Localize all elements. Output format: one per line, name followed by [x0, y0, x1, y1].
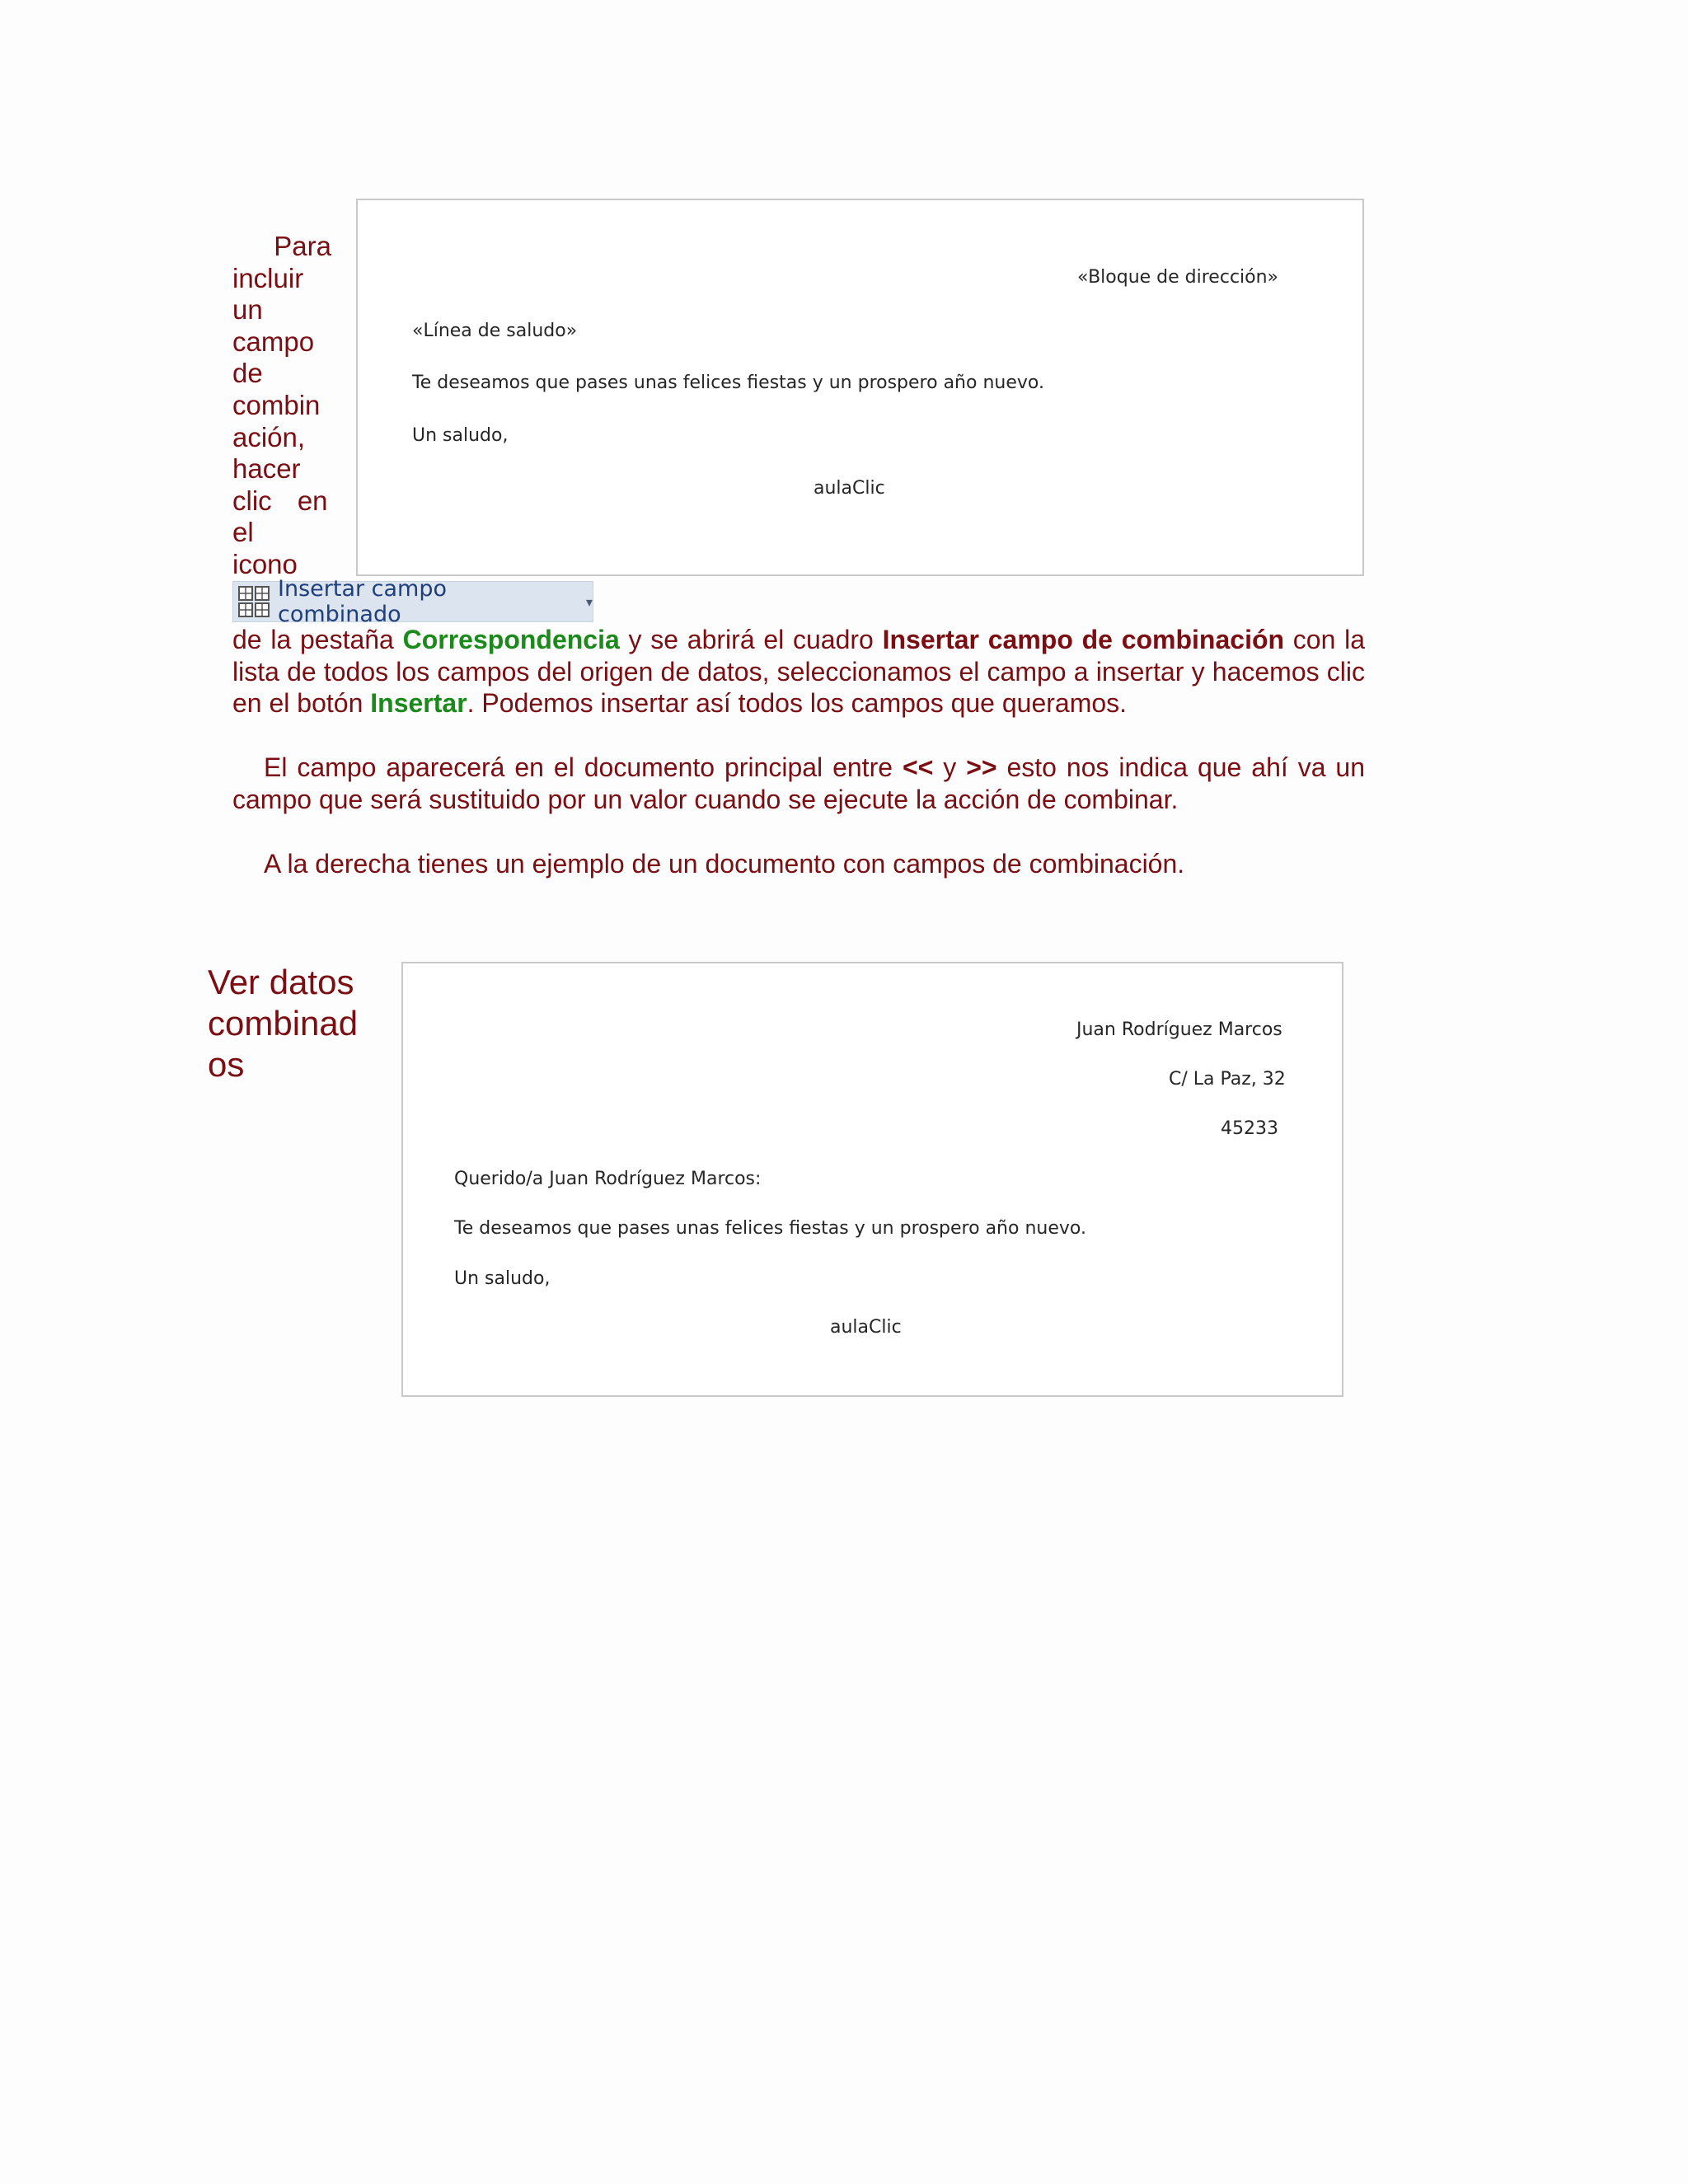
heading-line: os — [208, 1045, 245, 1084]
letter-template-image — [356, 199, 1364, 576]
open-marker: << — [902, 752, 934, 782]
chevron-down-icon: ▾ — [585, 593, 593, 610]
close-marker: >> — [966, 752, 997, 782]
paragraph-field-markers — [232, 752, 1365, 815]
merged-body: Te deseamos que pases unas felices fiestas y un prospero año nuevo. — [454, 1218, 1086, 1239]
intro-word: de — [232, 358, 263, 389]
letter-closing: Un saludo, — [412, 425, 509, 446]
text-run: de la pestaña — [232, 625, 403, 654]
merged-closing: Un saludo, — [454, 1268, 551, 1289]
heading-line: Ver datos — [208, 963, 354, 1001]
text-run: El campo aparecerá en el documento principal entre — [264, 752, 903, 782]
text-run: y se abrirá el cuadro — [619, 625, 883, 654]
merged-signature: aulaClic — [830, 1317, 902, 1338]
letter-merged-image — [401, 962, 1343, 1397]
address-block-field: «Bloque de dirección» — [1077, 267, 1279, 288]
text-run: esto nos indica que ahí va un campo que será sustituido por un valor cuando se ejecute la acción de combinar. — [232, 752, 1366, 814]
insert-merge-field-label: Insertar campo combinado — [278, 576, 448, 627]
text-run: y — [933, 752, 967, 782]
intro-word: icono — [232, 548, 298, 579]
text-run: . Podemos insertar así todos los campos que queramos. — [467, 688, 1128, 719]
letter-signature: aulaClic — [814, 478, 885, 499]
intro-word: combin — [232, 389, 321, 420]
grid-icon — [238, 586, 270, 617]
intro-word: campo — [232, 326, 315, 357]
paragraph-example — [232, 848, 1365, 880]
recipient-street: C/ La Paz, 32 — [1169, 1069, 1286, 1090]
text-run: A la derecha tienes un ejemplo de un documento con campos de combinación. — [264, 849, 1185, 879]
intro-word: Para — [274, 231, 331, 261]
dialog-name-highlight: Insertar campo de combinación — [882, 625, 1285, 654]
insert-merge-field-button[interactable] — [232, 576, 593, 627]
greeting-field: «Línea de saludo» — [412, 321, 578, 341]
tab-name-highlight: Correspondencia — [402, 625, 620, 654]
paragraph-instructions — [232, 624, 1365, 719]
intro-word: un — [232, 294, 263, 326]
letter-body: Te deseamos que pases unas felices fiestas y un prospero año nuevo. — [412, 373, 1044, 393]
intro-word: incluir — [232, 262, 304, 293]
text-run: con la lista de todos los campos del origen de datos, seleccionamos el campo a insertar y hacemos clic en el botón — [232, 625, 1366, 719]
intro-word: el — [232, 517, 254, 548]
intro-text — [232, 231, 331, 581]
intro-word: hacer — [232, 453, 301, 485]
recipient-postal-code: 45233 — [1221, 1118, 1278, 1139]
section-heading — [208, 962, 373, 1085]
button-name-highlight: Insertar — [370, 688, 467, 719]
intro-word: ación, — [232, 421, 306, 452]
recipient-name: Juan Rodríguez Marcos — [1076, 1019, 1282, 1040]
heading-line: combinad — [208, 1004, 359, 1043]
intro-word: clic en — [232, 485, 328, 516]
merged-greeting: Querido/a Juan Rodríguez Marcos: — [454, 1169, 762, 1189]
